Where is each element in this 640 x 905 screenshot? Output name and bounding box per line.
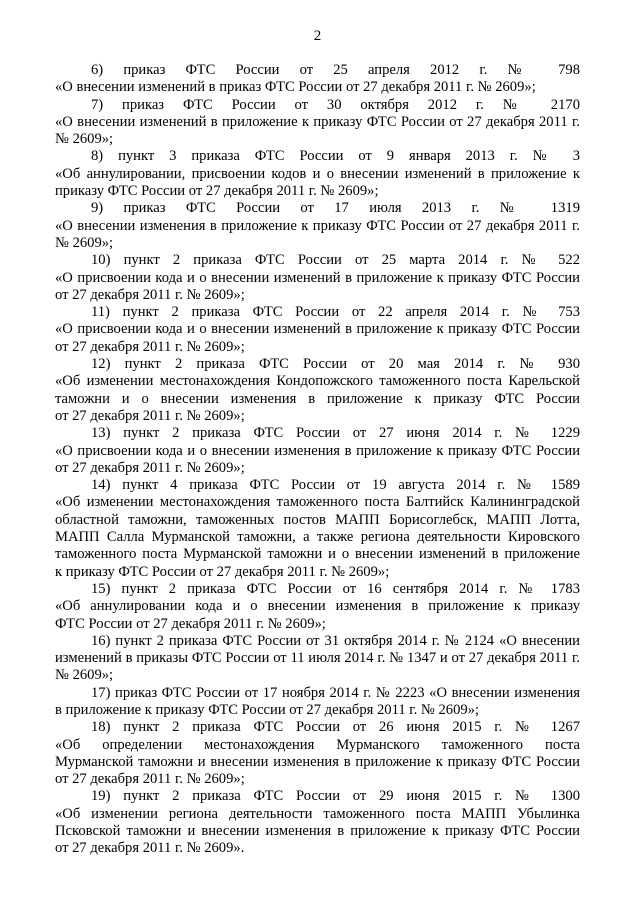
text-line: 18) пункт 2 приказа ФТС России от 26 июня 2015 г. № 1267 <box>91 719 580 736</box>
text-line: «Об изменении региона деятельности таможенного поста МАПП Убылинка <box>55 805 580 822</box>
paragraph <box>55 581 580 633</box>
paragraph <box>55 633 580 685</box>
paragraph <box>55 685 580 720</box>
text-line: таможенного поста Мурманской таможни и о внесении изменений в приложение <box>55 546 580 563</box>
text-line: к приказу ФТС России от 27 декабря 2011 г. № 2609»; <box>55 563 390 580</box>
text-line: «О внесении изменений в приложение к приказу ФТС России от 27 декабря 2011 г. <box>55 113 580 130</box>
text-line: приказу ФТС России от 27 декабря 2011 г. № 2609»; <box>55 183 379 200</box>
text-line: «О внесении изменений в приказ ФТС России от 27 декабря 2011 г. № 2609»; <box>55 79 536 96</box>
text-line: № 2609»; <box>55 234 114 251</box>
text-line: № 2609»; <box>55 131 114 148</box>
text-line: 9) приказ ФТС России от 17 июля 2013 г. № 1319 <box>91 200 580 217</box>
text-line: 15) пункт 2 приказа ФТС России от 16 сентября 2014 г. № 1783 <box>91 580 580 597</box>
text-line: 8) пункт 3 приказа ФТС России от 9 января 2013 г. № 3 <box>91 148 580 165</box>
page-number: 2 <box>313 28 322 44</box>
text-line: 7) приказ ФТС России от 30 октября 2012 г. № 2170 <box>91 96 580 113</box>
text-line: 19) пункт 2 приказа ФТС России от 29 июня 2015 г. № 1300 <box>91 788 580 805</box>
paragraph <box>55 788 580 857</box>
text-line: 10) пункт 2 приказа ФТС России от 25 марта 2014 г. № 522 <box>91 252 580 269</box>
paragraph <box>55 304 580 356</box>
text-line: от 27 декабря 2011 г. № 2609». <box>55 840 245 857</box>
paragraph <box>55 97 580 149</box>
text-line: «Об определении местонахождения Мурманского таможенного поста <box>55 736 580 753</box>
text-line: «О внесении изменения в приложение к приказу ФТС России от 27 декабря 2011 г. <box>55 217 580 234</box>
paragraphs-list <box>55 62 580 858</box>
paragraph <box>55 425 580 477</box>
text-line: «Об изменении местонахождения Кондопожского таможенного поста Карельской <box>55 373 580 390</box>
text-line: 16) пункт 2 приказа ФТС России от 31 октября 2014 г. № 2124 «О внесении <box>91 632 580 649</box>
text-line: от 27 декабря 2011 г. № 2609»; <box>55 459 245 476</box>
text-line: изменений в приказы ФТС России от 11 июля 2014 г. № 1347 и от 27 декабря 2011 г. <box>55 650 580 667</box>
text-line: Псковской таможни и внесении изменения в приложение к приказу ФТС России <box>55 823 580 840</box>
text-line: Мурманской таможни и внесении изменения в приложение к приказу ФТС России <box>55 753 580 770</box>
text-line: «О присвоении кода и о внесении изменений в приложение к приказу ФТС России <box>55 269 580 286</box>
text-line: № 2609»; <box>55 667 114 684</box>
text-line: от 27 декабря 2011 г. № 2609»; <box>55 286 245 303</box>
paragraph <box>55 200 580 252</box>
text-line: от 27 декабря 2011 г. № 2609»; <box>55 771 245 788</box>
paragraph <box>55 252 580 304</box>
paragraph <box>55 62 580 97</box>
text-line: «О присвоении кода и о внесении изменения в приложение к приказу ФТС России <box>55 442 580 459</box>
text-line: ФТС России от 27 декабря 2011 г. № 2609»; <box>55 615 326 632</box>
text-line: «Об аннулировании, присвоении кодов и о внесении изменений в приложение к <box>55 165 580 182</box>
paragraph <box>55 356 580 425</box>
paragraph <box>55 719 580 788</box>
text-line: 12) пункт 2 приказа ФТС России от 20 мая 2014 г. № 930 <box>91 356 580 373</box>
text-line: «Об аннулировании кода и о внесении изменения в приложение к приказу <box>55 598 580 615</box>
text-line: «О присвоении кода и о внесении изменений в приложение к приказу ФТС России <box>55 321 580 338</box>
text-line: от 27 декабря 2011 г. № 2609»; <box>55 407 245 424</box>
text-line: 17) приказ ФТС России от 17 ноября 2014 г. № 2223 «О внесении изменения <box>91 684 580 701</box>
text-line: «Об изменении местонахождения таможенного поста Балтийск Калининградской <box>55 494 580 511</box>
text-line: МАПП Салла Мурманской таможни, а также региона деятельности Кировского <box>55 529 580 546</box>
text-line: 11) пункт 2 приказа ФТС России от 22 апреля 2014 г. № 753 <box>91 304 580 321</box>
text-line: 6) приказ ФТС России от 25 апреля 2012 г. № 798 <box>91 62 580 78</box>
paragraph <box>55 148 580 200</box>
text-line: таможни и о внесении изменения в приложение к приказу ФТС России <box>55 390 580 407</box>
text-line: областной таможни, таможенных постов МАПП Борисоглебск, МАПП Лотта, <box>55 511 580 528</box>
text-line: от 27 декабря 2011 г. № 2609»; <box>55 338 245 355</box>
text-line: в приложение к приказу ФТС России от 27 декабря 2011 г. № 2609»; <box>55 701 480 718</box>
text-line: 14) пункт 4 приказа ФТС России от 19 августа 2014 г. № 1589 <box>91 477 580 494</box>
text-line: 13) пункт 2 приказа ФТС России от 27 июня 2014 г. № 1229 <box>91 425 580 442</box>
paragraph <box>55 477 580 581</box>
